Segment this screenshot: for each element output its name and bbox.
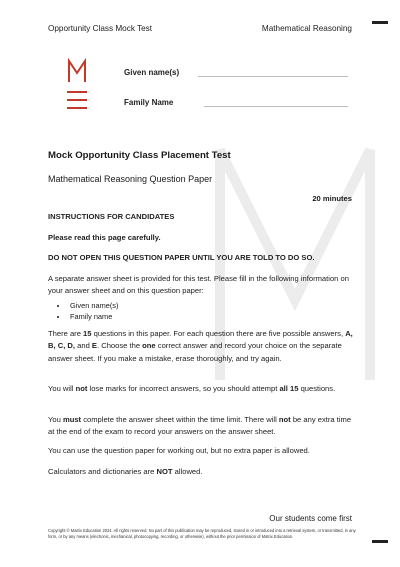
read-page-note: Please read this page carefully. (48, 233, 161, 242)
footer-tagline: Our students come first (269, 514, 352, 523)
bottom-dash (372, 540, 388, 543)
calculators-paragraph: Calculators and dictionaries are NOT allowed. (48, 467, 203, 476)
matrix-logo-icon (67, 58, 87, 118)
instructions-heading: INSTRUCTIONS FOR CANDIDATES (48, 212, 175, 221)
time-limit-paragraph: You must complete the answer sheet within the time limit. There will not be any extra time at the end of the exam to record your answers on the answer sheet. (48, 415, 352, 437)
info-list (48, 301, 348, 322)
page-subtitle: Mathematical Reasoning Question Paper (48, 174, 213, 184)
separate-sheet-paragraph: A separate answer sheet is provided for this test. Please fill in the following information on your answer sheet and on this question paper: (48, 274, 349, 296)
marks-paragraph: You will not lose marks for incorrect answers, so you should attempt all 15 questions. (48, 384, 336, 393)
list-item: • Family name (68, 312, 348, 323)
list-item: • Given name(s) (68, 301, 348, 312)
given-name-field[interactable] (198, 76, 348, 77)
header-right: Mathematical Reasoning (261, 24, 352, 33)
working-out-paragraph: You can use the question paper for working out, but no extra paper is allowed. (48, 446, 310, 455)
family-name-label: Family Name (124, 98, 174, 107)
copyright-notice: Copyright © Matrix Education 2024. All rights reserved. No part of this publication may be reproduced, stored in or introduced into a retrieval system, or transmitted, in any form, or by any means (electronic, mechanical, photocopying, recording, or otherwise), without the prior permission of Matrix Education. (48, 528, 356, 539)
duration: 20 minutes (312, 194, 352, 203)
top-dash (372, 21, 388, 24)
family-name-field[interactable] (204, 106, 348, 107)
header-left: Opportunity Class Mock Test (48, 24, 153, 33)
page-title: Mock Opportunity Class Placement Test (48, 150, 231, 161)
given-name-label: Given name(s) (124, 68, 180, 77)
do-not-open-note: DO NOT OPEN THIS QUESTION PAPER UNTIL YOU ARE TOLD TO DO SO. (48, 253, 315, 262)
questions-paragraph: There are 15 questions in this paper. For each question there are five possible answers, A, B, C, D, and E. Choose the one correct answer and record your choice on the separate answer sheet. If you make a mistake, erase thoroughly, and try again. (48, 329, 353, 363)
